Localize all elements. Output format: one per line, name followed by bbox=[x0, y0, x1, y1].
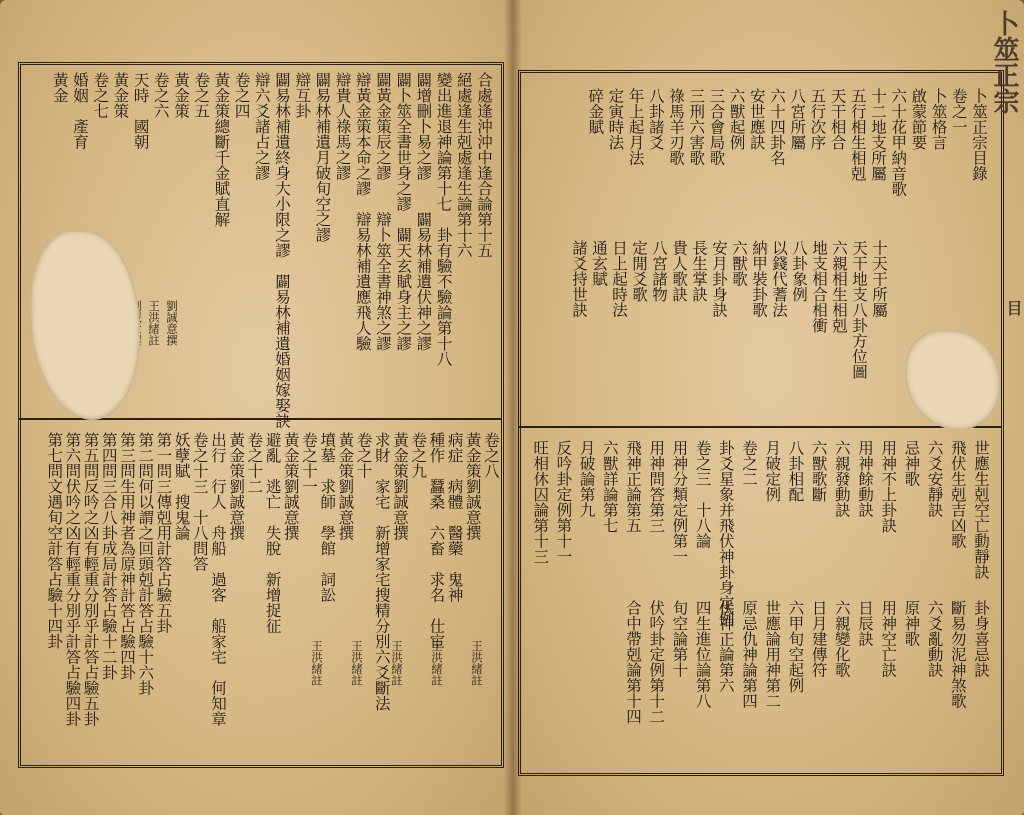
toc-entry: 第一問三傳剋用計答占驗五卦 bbox=[154, 432, 173, 634]
toc-entry: 卷之九 bbox=[409, 432, 428, 479]
toc-entry: 卷之七 bbox=[91, 72, 110, 119]
author-credit: 王洪緒註 bbox=[430, 640, 444, 686]
toc-entry: 辯黃金策本命之謬 辯易林補遺應飛人驗 bbox=[353, 72, 372, 351]
toc-entry: 啟蒙節要 bbox=[909, 88, 928, 150]
toc-entry: 第三問生用神者為原神計答占驗四卦 bbox=[118, 432, 136, 680]
author-credit: 王洪緒註 bbox=[310, 640, 324, 686]
toc-entry: 第五問反吟之凶有輕重分別乎計答占驗五卦 bbox=[81, 432, 100, 727]
toc-entry: 三合會局歌 bbox=[707, 88, 726, 166]
author-credit: 王洪緒註 bbox=[350, 640, 364, 686]
toc-entry: 用神問答第三 bbox=[647, 440, 666, 533]
toc-entry: 求財 家宅 新增家宅搜精分別六爻斷法 bbox=[372, 432, 391, 711]
toc-entry: 十二地支所屬 bbox=[869, 88, 887, 181]
toc-entry: 世應生剋空亡動靜訣 bbox=[972, 440, 990, 580]
toc-entry: 日上起時法 bbox=[610, 240, 628, 318]
toc-entry: 定寅時法 bbox=[606, 88, 625, 150]
toc-entry: 卷之六 bbox=[151, 72, 170, 119]
toc-entry: 諸爻持世訣 bbox=[570, 240, 588, 318]
toc-entry: 黃金策劉誠意撰 bbox=[281, 432, 300, 541]
toc-entry: 黃金策劉誠意撰 bbox=[391, 432, 409, 541]
toc-entry: 卷之三 十八論 bbox=[693, 440, 712, 549]
toc-entry: 辯貴人祿馬之謬 bbox=[333, 72, 352, 181]
toc-entry: 六獸詳論第七 bbox=[600, 440, 619, 533]
toc-entry: 用神餘動訣 bbox=[856, 440, 874, 518]
toc-entry: 病症 病體 醫藥 鬼神 bbox=[445, 432, 464, 603]
toc-entry: 納甲裝卦歌 bbox=[750, 240, 768, 318]
toc-entry: 八卦象例 bbox=[790, 240, 808, 302]
toc-entry: 黃金策劉誠意撰 bbox=[336, 432, 355, 541]
toc-entry: 安世應訣 bbox=[747, 88, 766, 150]
toc-entry: 年上起月法 bbox=[626, 88, 645, 166]
toc-entry: 八宮諸物 bbox=[650, 240, 668, 302]
toc-entry: 碎金賦 bbox=[586, 88, 605, 135]
toc-entry: 定閒爻歌 bbox=[630, 240, 648, 302]
toc-entry: 闢易林補遺月破旬空之謬 bbox=[313, 72, 332, 243]
toc-entry: 卷之十 bbox=[354, 432, 373, 479]
toc-entry: 卷之一 bbox=[949, 88, 968, 135]
toc-entry: 卷之十一 bbox=[300, 432, 318, 494]
toc-entry: 卜筮正宗目錄 bbox=[970, 88, 988, 181]
toc-entry: 八卦相配 bbox=[786, 440, 805, 502]
toc-entry: 五行次序 bbox=[808, 88, 827, 150]
toc-entry: 飛伏生剋吉凶歌 bbox=[948, 440, 967, 549]
toc-entry: 日辰訣 bbox=[856, 600, 874, 647]
toc-entry: 天干相合 bbox=[828, 88, 847, 150]
toc-entry: 安月卦身訣 bbox=[710, 240, 728, 318]
toc-entry: 十天干所屬 bbox=[870, 240, 888, 318]
toc-entry: 月破定例 bbox=[763, 440, 782, 502]
toc-entry: 六十四卦名 bbox=[768, 88, 786, 166]
toc-entry: 六爻安靜訣 bbox=[925, 440, 944, 518]
toc-entry: 合中帶剋論第十四 bbox=[624, 600, 642, 724]
toc-entry: 原神歌 bbox=[902, 600, 921, 647]
toc-entry: 卜筮格言 bbox=[929, 88, 948, 150]
toc-entry: 黃金策 bbox=[111, 72, 130, 119]
toc-entry: 伏吟卦定例第十二 bbox=[647, 600, 666, 724]
toc-entry: 闢黃金策辰之謬 辯卜筮全書神煞之謬 bbox=[374, 72, 392, 351]
toc-entry: 日月建傳符 bbox=[809, 600, 828, 678]
toc-entry: 合處逢沖沖中逢合論第十五 bbox=[475, 72, 493, 258]
toc-entry: 第四問三合八卦成局計答占驗十二卦 bbox=[99, 432, 118, 680]
toc-entry: 用神不上卦訣 bbox=[879, 440, 898, 533]
toc-entry: 天干地支八卦方位圖 bbox=[850, 240, 868, 380]
toc-entry: 祿馬羊刃歌 bbox=[667, 88, 685, 166]
toc-entry: 黃金策總斷千金賦直解 bbox=[212, 72, 231, 227]
toc-entry: 五行相生相剋 bbox=[848, 88, 867, 181]
toc-entry: 絕處逢生剋處逢生論第十六 bbox=[454, 72, 473, 258]
toc-entry: 黃金策 bbox=[172, 72, 190, 119]
toc-entry: 以錢代蓍法 bbox=[770, 240, 788, 318]
toc-entry: 八宮所屬 bbox=[788, 88, 807, 150]
toc-entry: 變出進退神論第十七 卦有驗不驗論第十八 bbox=[434, 72, 453, 367]
toc-entry: 卷之十二 bbox=[245, 432, 264, 494]
toc-entry: 卦爻星象并飛伏神卦身定例 bbox=[716, 440, 735, 626]
toc-entry: 闢卜筮全書世身之謬 闢天玄賦身主之謬 bbox=[394, 72, 413, 351]
toc-entry: 妖孽賦 搜鬼論 bbox=[172, 432, 191, 541]
toc-entry: 天時 國朝 bbox=[131, 72, 150, 150]
author-credit: 王洪緒註 bbox=[147, 300, 161, 346]
toc-entry: 六甲旬空起例 bbox=[786, 600, 805, 693]
right-spine-fragment: 目 bbox=[1004, 300, 1023, 316]
toc-entry: 世應論用神第二 bbox=[763, 600, 782, 709]
toc-entry: 斷易勿泥神煞歌 bbox=[948, 600, 967, 709]
toc-entry: 六親相生相剋 bbox=[830, 240, 848, 333]
toc-entry: 長生掌訣 bbox=[690, 240, 708, 302]
toc-entry: 四生進位論第八 bbox=[693, 600, 712, 709]
toc-entry: 婚姻 產育 bbox=[71, 72, 89, 150]
toc-entry: 墳墓 求師 學館 詞訟 bbox=[318, 432, 337, 603]
toc-entry: 反吟卦定例第十一 bbox=[554, 440, 573, 564]
toc-entry: 卷之五 bbox=[192, 72, 211, 119]
right-header-fragment: 卜筮正宗 bbox=[989, 10, 1019, 114]
toc-entry: 六獸歌斷 bbox=[809, 440, 828, 502]
toc-entry: 卷之二 bbox=[740, 440, 758, 487]
toc-entry: 原忌仇神論第四 bbox=[740, 600, 758, 709]
toc-entry: 飛神正論第五 bbox=[624, 440, 642, 533]
toc-entry: 六親發動訣 bbox=[832, 440, 851, 518]
toc-entry: 地支相合相衝 bbox=[810, 240, 828, 333]
toc-entry: 卦身喜忌訣 bbox=[972, 600, 990, 678]
toc-entry: 旺相休囚論第十三 bbox=[531, 440, 550, 564]
toc-entry: 忌神歌 bbox=[902, 440, 921, 487]
toc-entry: 避亂 逃亡 失脫 新增捉征 bbox=[263, 432, 282, 634]
toc-entry: 六親變化歌 bbox=[832, 600, 851, 678]
toc-entry: 黃金策劉誠意撰 bbox=[227, 432, 246, 541]
author-credit: 王洪緒註 bbox=[470, 640, 484, 686]
toc-entry: 通玄賦 bbox=[590, 240, 608, 287]
toc-entry: 用神空亡訣 bbox=[879, 600, 898, 678]
toc-entry: 闢增刪卜易之謬 闢易林補遺伏神之謬 bbox=[414, 72, 433, 351]
toc-entry: 六爻亂動訣 bbox=[925, 600, 944, 678]
toc-entry: 六獸歌 bbox=[730, 240, 748, 287]
toc-entry: 旬空論第十 bbox=[670, 600, 689, 678]
author-credit: 王洪緒註 bbox=[390, 640, 404, 686]
toc-entry: 黃金 bbox=[50, 72, 69, 103]
toc-entry: 出行 行人 舟船 過客 船家宅 何知章 bbox=[209, 432, 227, 727]
toc-entry: 第二問何以謂之回頭剋計答占驗十六卦 bbox=[136, 432, 155, 696]
toc-entry: 辯六爻諸占之謬 bbox=[252, 72, 271, 181]
toc-entry: 種作 蠶桑 六畜 求名 仕宦 bbox=[427, 432, 446, 649]
toc-entry: 用神分類定例第一 bbox=[670, 440, 689, 564]
toc-entry: 辯互卦 bbox=[293, 72, 312, 119]
toc-entry: 第六問伏吟之凶有輕重分別乎計答占驗四卦 bbox=[63, 432, 82, 727]
toc-entry: 第七問文遇旬空計答占驗十四卦 bbox=[45, 432, 64, 649]
toc-entry: 六獸起例 bbox=[727, 88, 746, 150]
toc-entry: 伏神正論第六 bbox=[716, 600, 735, 693]
toc-entry: 貴人歌訣 bbox=[670, 240, 688, 302]
toc-entry: 卷之十三 十八問答 bbox=[190, 432, 209, 572]
toc-entry: 卷之八 bbox=[482, 432, 500, 479]
toc-entry: 六十花甲納音歌 bbox=[889, 88, 908, 197]
toc-entry: 三刑六害歌 bbox=[687, 88, 706, 166]
toc-entry: 八卦諸爻 bbox=[646, 88, 665, 150]
right-divider bbox=[518, 426, 1002, 428]
toc-entry: 卷之四 bbox=[232, 72, 251, 119]
author-credit: 劉誠意撰 bbox=[165, 300, 179, 346]
toc-entry: 闢易林補遺終身大小限之謬 闢易林補遺婚姻嫁娶訣 bbox=[273, 72, 291, 429]
toc-entry: 月破論第九 bbox=[577, 440, 596, 518]
toc-entry: 黃金策劉誠意撰 bbox=[463, 432, 482, 541]
